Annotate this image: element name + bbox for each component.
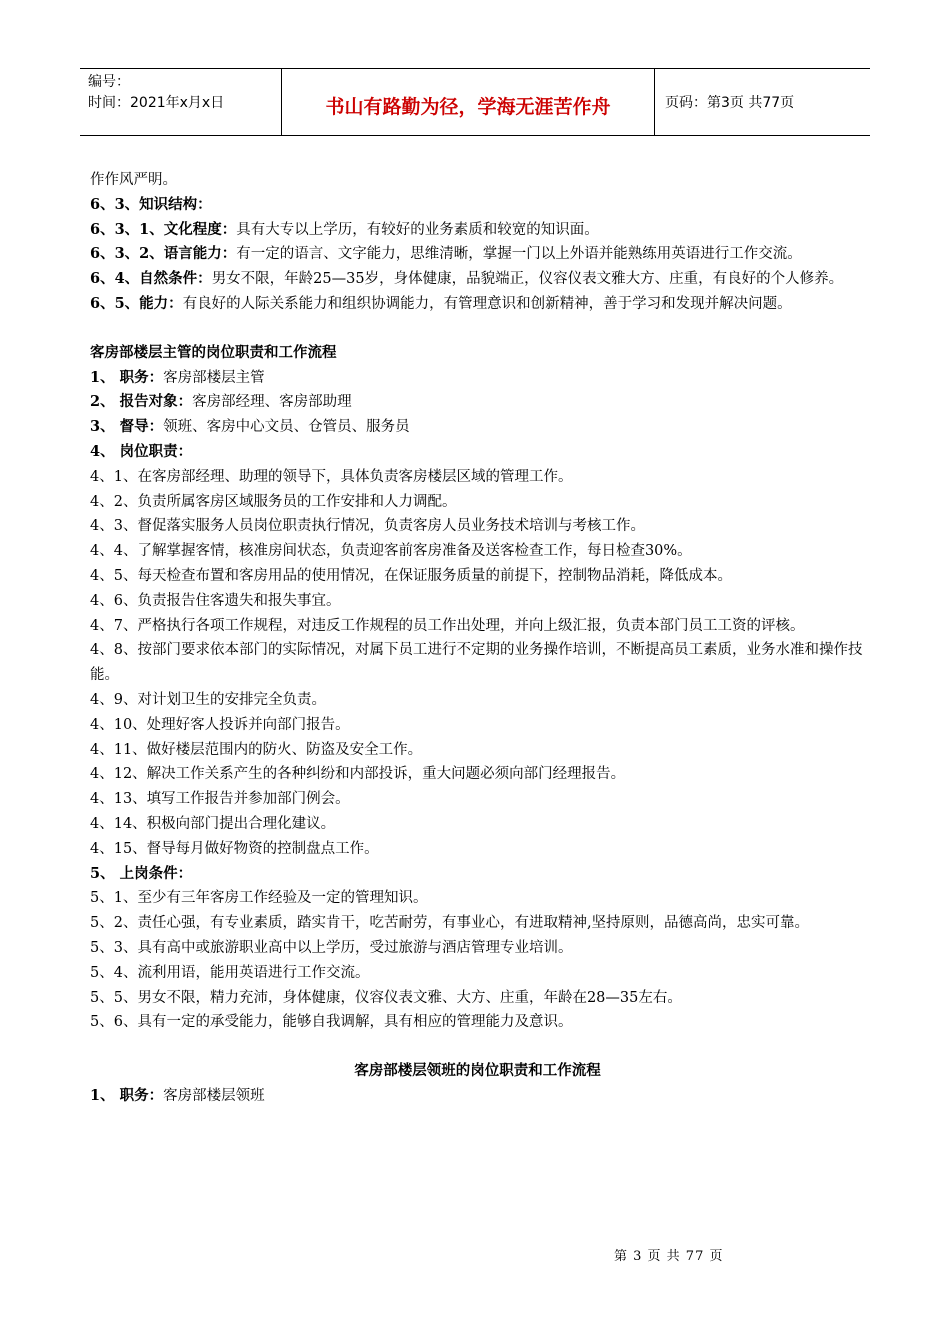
line-text: 客房部楼层主管 [163, 369, 265, 386]
line-heading: 1、 职务： [90, 368, 164, 386]
paragraph-gap [90, 317, 865, 341]
line-text: 5、1、至少有三年客房工作经验及一定的管理知识。 [90, 890, 428, 907]
header-page-info: 页码：第3页 共77页 [665, 95, 795, 111]
line-text: 有一定的语言、文字能力，思维清晰，掌握一门以上外语并能熟练用英语进行工作交流。 [236, 246, 802, 263]
document-body [90, 168, 865, 1109]
text-line [90, 465, 865, 490]
line-text: 有良好的人际关系能力和组织协调能力，有管理意识和创新精神，善于学习和发现并解决问题。 [182, 295, 792, 312]
text-line [90, 1084, 865, 1109]
text-line [90, 539, 865, 564]
line-text: 4、10、处理好客人投诉并向部门报告。 [90, 716, 350, 733]
text-line [90, 936, 865, 961]
line-text: 5、3、具有高中或旅游职业高中以上学历，受过旅游与酒店管理专业培训。 [90, 939, 573, 956]
line-heading: 5、 上岗条件： [90, 864, 193, 882]
line-text: 4、9、对计划卫生的安排完全负责。 [90, 691, 326, 708]
text-line [90, 168, 865, 193]
time-label: 时间：2021年x月x日 [88, 95, 225, 111]
text-line [90, 267, 865, 292]
line-heading: 6、4、自然条件： [90, 270, 212, 288]
text-line [90, 713, 865, 738]
line-heading: 6、5、能力： [90, 294, 183, 312]
text-line [90, 812, 865, 837]
line-text: 5、5、男女不限，精力充沛，身体健康，仪容仪表文雅、大方、庄重，年龄在28—35左右。 [90, 989, 682, 1006]
text-line [90, 862, 865, 887]
text-line [90, 1010, 865, 1035]
header-meta [80, 69, 282, 135]
line-text: 客房部楼层领班 [163, 1087, 265, 1104]
line-text: 男女不限，年龄25—35岁，身体健康，品貌端正，仪容仪表文雅大方、庄重，有良好的个人修养。 [211, 271, 844, 288]
line-text: 4、1、在客房部经理、助理的领导下，具体负责客房楼层区域的管理工作。 [90, 468, 573, 485]
text-line [90, 390, 865, 415]
text-line [90, 415, 865, 440]
line-heading: 4、 岗位职责： [90, 442, 193, 460]
text-line [90, 341, 865, 366]
line-text: 4、2、负责所属客房区域服务员的工作安排和人力调配。 [90, 493, 457, 510]
line-text: 4、15、督导每月做好物资的控制盘点工作。 [90, 840, 379, 857]
line-heading: 1、 职务： [90, 1086, 164, 1104]
line-text: 4、3、督促落实服务人员岗位职责执行情况，负责客房人员业务技术培训与考核工作。 [90, 518, 645, 535]
text-line [90, 292, 865, 317]
line-heading: 6、3、2、语言能力： [90, 245, 237, 263]
line-heading: 客房部楼层领班的岗位职责和工作流程 [354, 1062, 601, 1080]
line-text: 4、11、做好楼层范围内的防火、防盗及安全工作。 [90, 741, 423, 758]
text-line [90, 193, 865, 218]
line-text: 作作风严明。 [90, 172, 177, 188]
page-footer: 第 3 页 共 77 页 [614, 1249, 724, 1264]
text-line [90, 638, 865, 688]
text-line [90, 961, 865, 986]
line-text: 4、14、积极向部门提出合理化建议。 [90, 815, 336, 832]
line-text: 4、6、负责报告住客遗失和报失事宜。 [90, 592, 341, 609]
line-text: 4、8、按部门要求依本部门的实际情况，对属下员工进行不定期的业务操作培训，不断提高员工素质，业务水准和操作技能。 [90, 642, 863, 684]
text-line [90, 738, 865, 763]
text-line [90, 911, 865, 936]
text-line [90, 837, 865, 862]
text-line [90, 1059, 865, 1084]
line-text: 5、4、流利用语，能用英语进行工作交流。 [90, 964, 370, 981]
text-line [90, 886, 865, 911]
line-text: 5、6、具有一定的承受能力，能够自我调解，具有相应的管理能力及意识。 [90, 1014, 573, 1031]
text-line [90, 614, 865, 639]
line-text: 4、12、解决工作关系产生的各种纠纷和内部投诉，重大问题必须向部门经理报告。 [90, 766, 626, 783]
text-line [90, 986, 865, 1011]
line-text: 5、2、责任心强，有专业素质，踏实肯干，吃苦耐劳，有事业心，有进取精神,坚持原则，品德高尚，忠实可靠。 [90, 915, 810, 932]
line-text: 4、7、严格执行各项工作规程，对违反工作规程的员工作出处理，并向上级汇报，负责本部门员工工资的评核。 [90, 617, 805, 634]
line-heading: 3、 督导： [90, 418, 164, 436]
page-header [80, 68, 870, 136]
line-text: 具有大专以上学历，有较好的业务素质和较宽的知识面。 [236, 221, 599, 238]
text-line [90, 589, 865, 614]
text-line [90, 242, 865, 267]
paragraph-gap [90, 1035, 865, 1059]
line-heading: 2、 报告对象： [90, 393, 193, 411]
text-line [90, 218, 865, 243]
line-heading: 客房部楼层主管的岗位职责和工作流程 [90, 343, 337, 361]
text-line [90, 490, 865, 515]
text-line [90, 514, 865, 539]
line-text: 4、5、每天检查布置和客房用品的使用情况，在保证服务质量的前提下，控制物品消耗，降低成本。 [90, 567, 732, 584]
line-text: 4、13、填写工作报告并参加部门例会。 [90, 791, 350, 808]
serial-label: 编号： [88, 74, 130, 90]
line-heading: 6、3、知识结构： [90, 195, 212, 213]
text-line [90, 366, 865, 391]
text-line [90, 762, 865, 787]
line-text: 领班、客房中心文员、仓管员、服务员 [163, 419, 410, 436]
text-line [90, 688, 865, 713]
header-motto: 书山有路勤为径，学海无涯苦作舟 [282, 69, 655, 135]
line-text: 客房部经理、客房部助理 [192, 394, 352, 411]
line-heading: 6、3、1、文化程度： [90, 220, 237, 238]
line-text: 4、4、了解掌握客情，核准房间状态，负责迎客前客房准备及送客检查工作，每日检查30%。 [90, 543, 692, 560]
text-line [90, 787, 865, 812]
text-line [90, 440, 865, 465]
text-line [90, 564, 865, 589]
